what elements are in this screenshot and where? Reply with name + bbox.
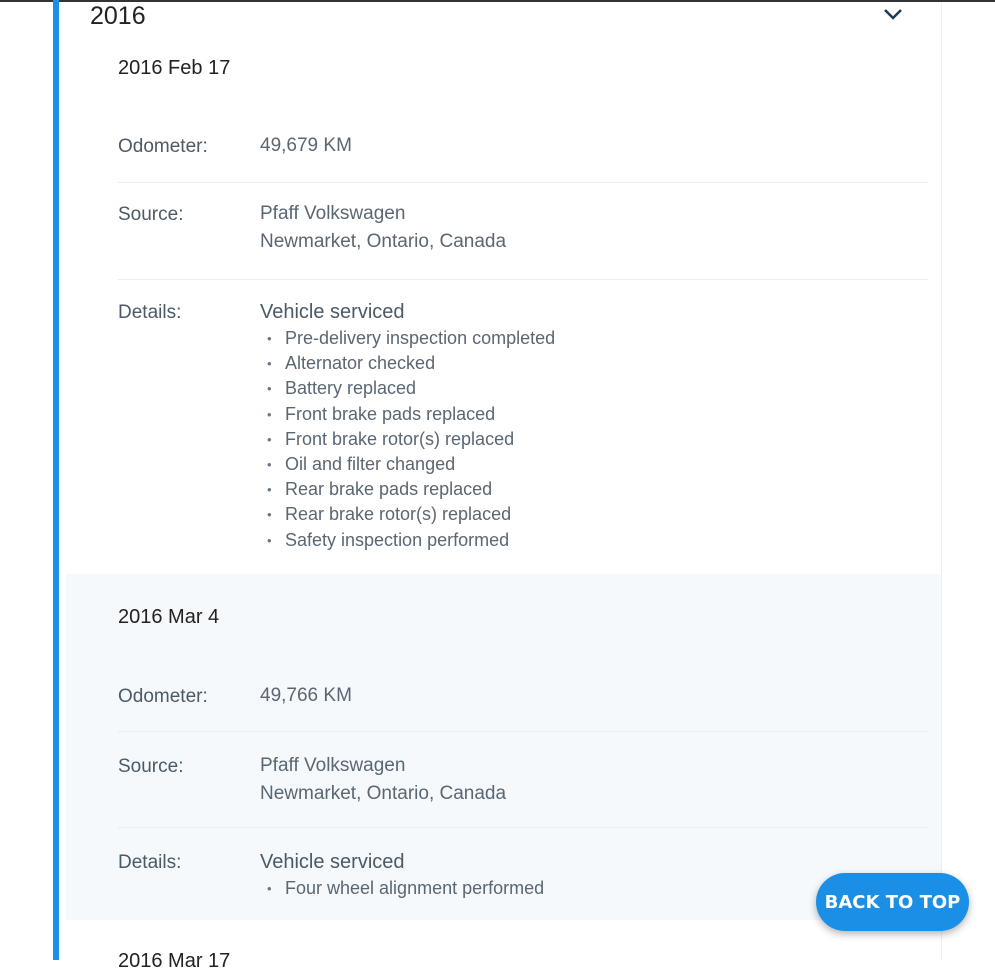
source-location: Newmarket, Ontario, Canada bbox=[260, 783, 507, 804]
back-to-top-button[interactable]: BACK TO TOP bbox=[816, 873, 969, 931]
source-location: Newmarket, Ontario, Canada bbox=[260, 231, 507, 252]
odometer-value: 49,766 KM bbox=[260, 685, 352, 706]
record-date: 2016 Mar 17 bbox=[118, 950, 231, 972]
source-row bbox=[118, 756, 928, 828]
source-name: Pfaff Volkswagen bbox=[260, 203, 406, 224]
service-record bbox=[66, 574, 941, 920]
chevron-down-icon[interactable] bbox=[882, 6, 904, 22]
list-item: • Pre-delivery inspection completed bbox=[260, 326, 555, 351]
source-name: Pfaff Volkswagen bbox=[260, 755, 406, 776]
source-label: Source: bbox=[118, 204, 184, 225]
details-heading: Vehicle serviced bbox=[260, 301, 405, 323]
details-heading: Vehicle serviced bbox=[260, 851, 405, 873]
list-item: • Four wheel alignment performed bbox=[260, 876, 544, 901]
odometer-label: Odometer: bbox=[118, 686, 208, 707]
list-item: • Oil and filter changed bbox=[260, 452, 555, 477]
details-label: Details: bbox=[118, 302, 182, 323]
list-item: • Safety inspection performed bbox=[260, 528, 555, 553]
details-label: Details: bbox=[118, 852, 182, 873]
source-row bbox=[118, 204, 928, 280]
list-item: • Rear brake pads replaced bbox=[260, 477, 555, 502]
list-item: • Battery replaced bbox=[260, 376, 555, 401]
record-date: 2016 Feb 17 bbox=[118, 57, 231, 79]
odometer-row bbox=[118, 136, 928, 183]
service-record bbox=[66, 920, 941, 980]
source-label: Source: bbox=[118, 756, 184, 777]
list-item: • Alternator checked bbox=[260, 351, 555, 376]
list-item: • Rear brake rotor(s) replaced bbox=[260, 502, 555, 527]
year-heading[interactable]: 2016 bbox=[90, 2, 146, 30]
service-record bbox=[66, 40, 941, 574]
list-item: • Front brake pads replaced bbox=[260, 402, 555, 427]
record-date: 2016 Mar 4 bbox=[118, 606, 220, 628]
odometer-value: 49,679 KM bbox=[260, 135, 352, 156]
odometer-label: Odometer: bbox=[118, 136, 208, 157]
details-list bbox=[260, 326, 555, 553]
list-item: • Front brake rotor(s) replaced bbox=[260, 427, 555, 452]
odometer-row bbox=[118, 686, 928, 732]
details-list bbox=[260, 876, 544, 901]
